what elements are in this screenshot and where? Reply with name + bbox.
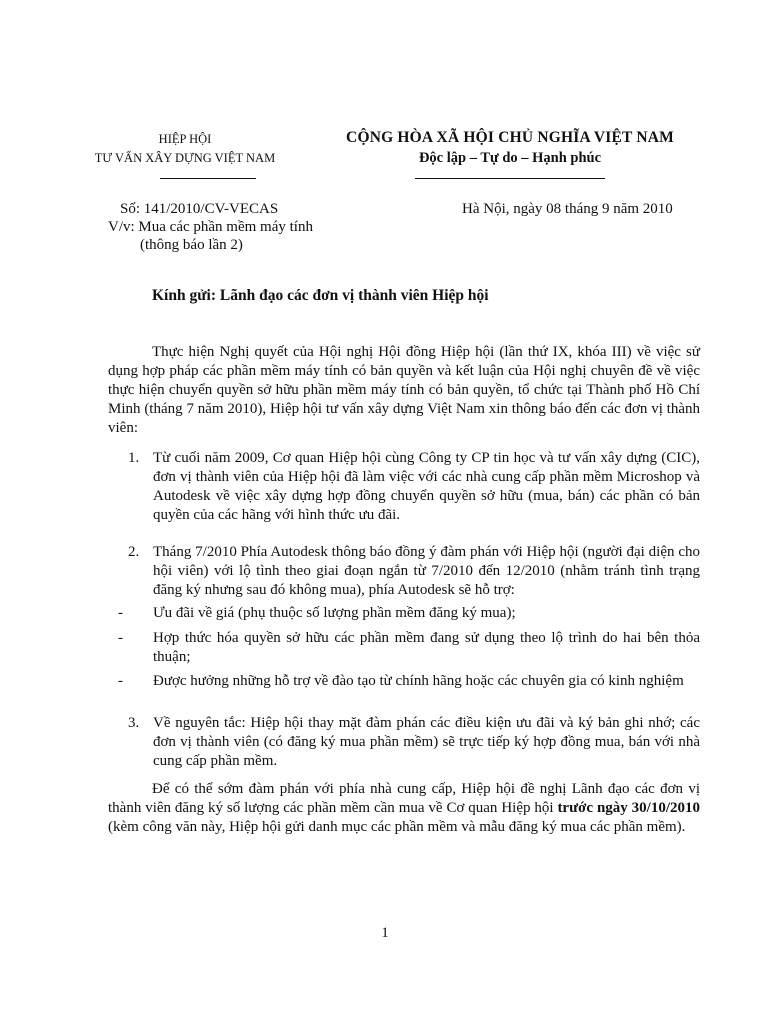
list-marker: - xyxy=(118,673,123,689)
list-item xyxy=(108,449,700,525)
list-item xyxy=(108,714,700,771)
national-heading xyxy=(318,128,702,168)
issuer-name-line2: TƯ VẤN XÂY DỰNG VIỆT NAM xyxy=(94,151,276,165)
list-item xyxy=(108,604,700,623)
list-marker: - xyxy=(118,630,123,646)
subject-note: (thông báo lần 2) xyxy=(140,237,243,253)
country-title: CỘNG HÒA XÃ HỘI CHỦ NGHĨA VIỆT NAM xyxy=(346,129,674,146)
closing-paragraph xyxy=(108,780,700,837)
issuer-name-line1: HIỆP HỘI xyxy=(158,132,212,146)
list-item-text: Hợp thức hóa quyền sở hữu các phần mềm đang sử dụng theo lộ trình do hai bên thỏa thuận; xyxy=(153,630,700,665)
list-item xyxy=(108,629,700,667)
list-marker: 1. xyxy=(128,450,140,466)
list-marker: 2. xyxy=(128,544,140,560)
list-marker: 3. xyxy=(128,715,140,731)
list-item-text: Ưu đãi về giá (phụ thuộc số lượng phần mềm đăng ký mua); xyxy=(153,605,516,621)
recipient-line: Kính gửi: Lãnh đạo các đơn vị thành viên Hiệp hội xyxy=(152,287,489,304)
list-item-text: Về nguyên tắc: Hiệp hội thay mặt đàm phán các điều kiện ưu đãi và ký bản ghi nhớ; các đơn vị thành viên (có đăng ký mua phần mềm) sẽ trực tiếp ký hợp đồng mua, bán với nhà cung cấp phần mềm. xyxy=(153,715,700,769)
list-item xyxy=(108,543,700,600)
list-item-text: Từ cuối năm 2009, Cơ quan Hiệp hội cùng Công ty CP tin học và tư vấn xây dựng (CIC), đơn vị thành viên của Hiệp hội đã làm việc với các nhà cung cấp phần mềm Microshop và Autodesk về việc xây dựng hợp đồng chuyển quyền sở hữu (mua, bán) các phần có bản quyền của các hãng với hình thức ưu đãi. xyxy=(153,450,700,523)
list-item-text: Được hưởng những hỗ trợ về đào tạo từ chính hãng hoặc các chuyên gia có kinh nghiệm xyxy=(153,673,684,689)
subject-line: V/v: Mua các phần mềm máy tính xyxy=(108,219,313,235)
issuer-block xyxy=(80,130,290,168)
document-number: Số: 141/2010/CV-VECAS xyxy=(120,201,279,217)
list-item-text: Tháng 7/2010 Phía Autodesk thông báo đồng ý đàm phán với Hiệp hội (người đại diện cho hội viên) với lộ tình theo giai đoạn ngắn từ 7/2010 đến 12/2010 (nhằm tránh tình trạng đăng ký nhưng sau đó không mua), phía Autodesk sẽ hỗ trợ: xyxy=(153,544,700,598)
place-date: Hà Nội, ngày 08 tháng 9 năm 2010 xyxy=(462,201,673,217)
intro-paragraph: Thực hiện Nghị quyết của Hội nghị Hội đồng Hiệp hội (lần thứ IX, khóa III) về việc sử dụng hợp pháp các phần mềm máy tính có bản quyền và kết luận của Hội nghị chuyên đề về việc thực hiện chuyển quyền sở hữu phần mềm máy tính có bản quyền, tổ chức tại Thành phố Hồ Chí Minh (tháng 7 năm 2010), Hiệp hội tư vấn xây dựng Việt Nam xin thông báo đến các đơn vị thành viên: xyxy=(108,344,700,436)
closing-text-start: Để có thể sớm đàm phán với phía nhà cung cấp, Hiệp hội đề nghị Lãnh đạo các đơn vị thành viên đăng ký số lượng các phần mềm cần mua về Cơ quan Hiệp hội xyxy=(108,781,700,816)
list-item xyxy=(108,672,700,691)
motto-underline xyxy=(415,178,605,179)
national-motto: Độc lập – Tự do – Hạnh phúc xyxy=(418,150,602,166)
closing-deadline: trước ngày 30/10/2010 xyxy=(557,800,701,816)
list-marker: - xyxy=(118,605,123,621)
issuer-underline xyxy=(160,178,256,179)
closing-text-end: (kèm công văn này, Hiệp hội gửi danh mục các phần mềm và mẫu đăng ký mua các phần mềm). xyxy=(108,819,686,835)
page-number: 1 xyxy=(381,925,389,941)
